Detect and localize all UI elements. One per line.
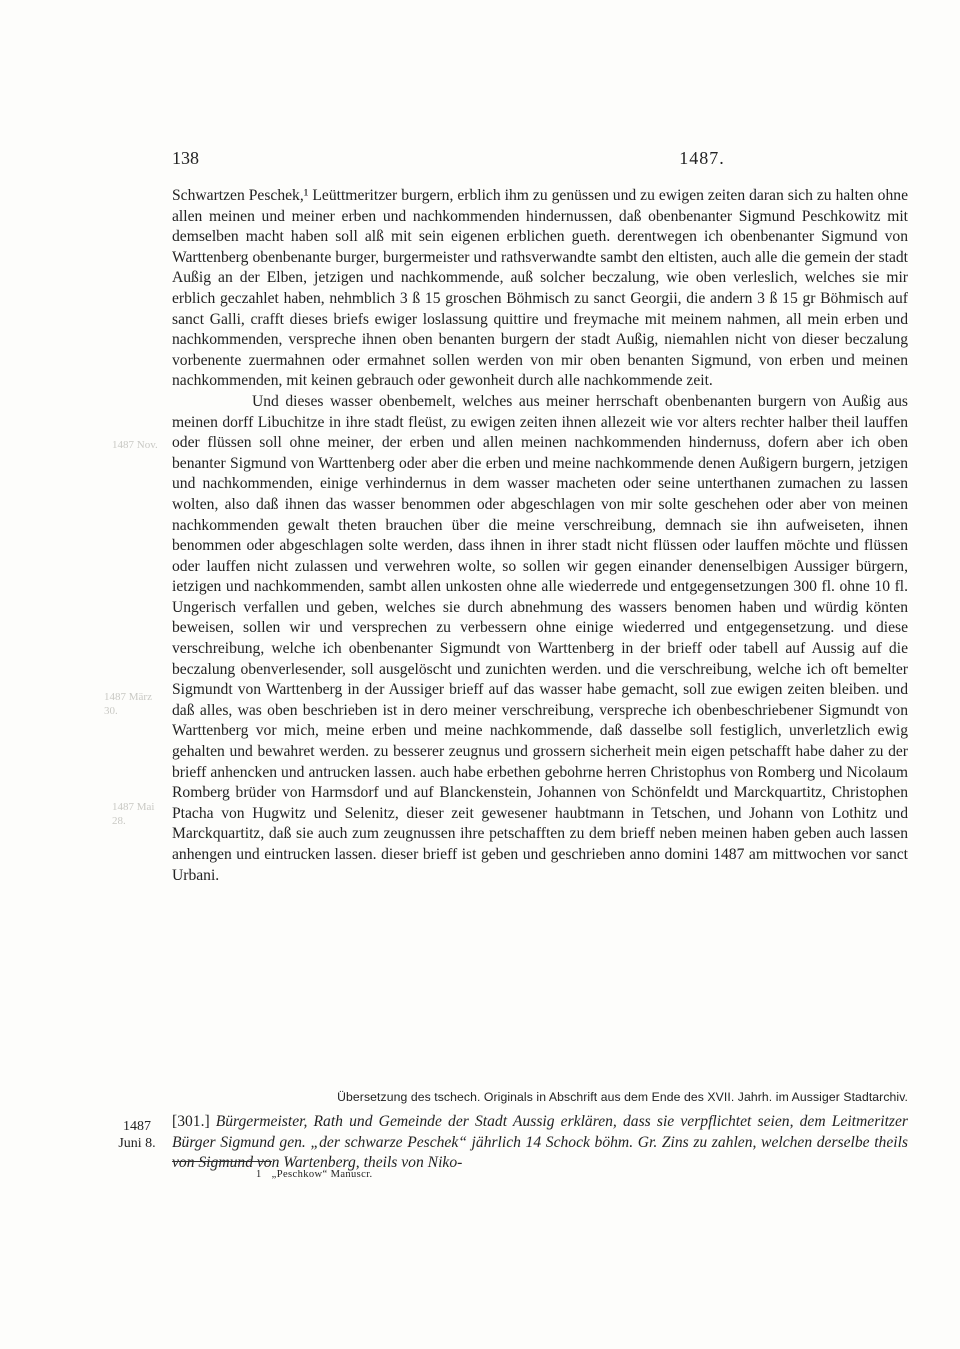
running-year: 1487.	[679, 148, 725, 168]
source-note: Übersetzung des tschech. Originals in Abschrift aus dem Ende des XVII. Jahrh. im Aussiger Stadtarchiv.	[337, 1090, 908, 1104]
page-number: 138	[172, 148, 199, 168]
bleed-through-note-2: 1487 März 30.	[104, 691, 152, 717]
regest-text: Bürgermeister, Rath und Gemeinde der Stadt Aussig erklären, dass sie verpflichtet seien, dem Leitmeritzer Bürger Sigmund gen. „der schwarze Peschek“ jährlich 14 Schock böhm. Gr. Zins zu zahlen, welchen derselbe theils von Sigmund von Wartenberg, theils von Niko-	[172, 1113, 908, 1172]
document-body	[172, 186, 908, 886]
regest-entry	[172, 1112, 908, 1174]
footnote-text: „Peschkow“ Manuscr.	[271, 1169, 373, 1180]
footnote	[256, 1169, 373, 1180]
bleed-through-note-1: 1487 Nov.	[112, 439, 158, 451]
page-header	[172, 148, 908, 172]
footnote-number: 1	[256, 1169, 262, 1180]
margin-date-year: 1487	[123, 1119, 151, 1134]
margin-date	[112, 1118, 162, 1152]
paragraph-2: Und dieses wasser obenbemelt, welches aus meiner herrschaft obenbenanten burgern von Außig aus meinen dorff Libuchitze in ihre stadt fleüst, zu ewigen zeiten ihnen allezeit wie vor alters rechter halber theil lauffen oder flüssen soll ohne meiner, der erben und allen meinen nachkommenden hindernuss, dofern aber ich oben benanter Sigmund von Warttenberg oder aber die erben und meine nachkommende denen Außigern burgern, jetzigen und nachkommenden, einige verhindernus in dem wasser macheten oder seine unterthanen zumachen zu lassen wolten, also daß ihnen das wasser benommen oder abgeschlagen von mir solte geschehen oder aber von meinen nachkommenden gewalt theten brauchen über die meine verschreibung, demnach sie ihn aufweiseten, ihnen benommen oder abgeschlagen solte werden, dass ihnen in ihrer stadt nicht flüssen oder lauffen möchte und flüssen oder lauffen nicht zulassen und verwehren wolte, so sollen wir gegen einander denenselbigen Aussiger bürgern, ietzigen und nachkommenden, sambt allen unkosten ohne alle wiederrede und entgegensetzungen 300 fl. ohne 10 fl. Ungerisch verfallen und geben, welches sie durch abnehmung des wassers benomen haben und würdig könten beweisen, sollen wir und versprechen zu verbessern ohne einige wiederred und entgegensetzung. und diese verschreibung, welche ich obenbenanter Sigmundt von Warttenberg in der brieff oder tabell auf Aussig auf die beczalung obenverlesender, soll ausgelöscht und zunichten werden. und die verschreibung, welche ich oft bemelter Sigmundt von Warttenberg in der Aussiger brieff auf das wasser habe gemacht, soll zue ewigen zeiten bleiben. und daß alles, was oben beschrieben ist in dero meiner verschreibung, verspreche ich obenbeschriebener Sigmundt von Warttenberg vor mich, meine erben und meine nachkommende, daß dasselbe soll festiglich, unverletzlich ewig gehalten und bewahret werden. zu besserer zeugnus und grossern sicherheit mein eigen petschafft habe daher zu der brieff anhencken und antrucken lassen. auch habe erbethen gebohrne herren Christophus von Romberg und Nicolaum Romberg brüder von Harmsdorf und auf Blanckenstein, Johannen von Schönfeldt und Marckquartitz, Christophen Ptacha von Hugwitz und Selenitz, dieser zeit gewesener haubtmann in Tetschen, und Johann von Lothitz und Marckquartitz, daß sie auch zum zeugnussen ihre petschafften zu dem brieff neben meinen haben geben auch lassen anhengen und eintrucken lassen. dieser brieff ist geben und geschrieben anno domini 1487 am mittwochen vor sanct Urbani.	[172, 392, 908, 884]
regest-number: [301.]	[172, 1113, 210, 1130]
paragraph-1: Schwartzen Peschek,¹ Leüttmeritzer burgern, erblich ihm zu genüssen und zu ewigen zeiten daran sich zu halten ohne allen meinen und meiner erben und nachkommenden hindernussen, daß obenbenanter Sigmund Peschkowitz mit demselben macht haben soll alß mit sein eigenen erblichen gueth. derentwegen ich obenbenanter Sigmund von Warttenberg obenbenante burger, burgermeister und rathsverwandte sambt den eltisten, auch alle die gemein der stadt Außig an der Elben, jetzigen und nachkommende, auß solcher beczalung, wie oben verleslich, welches sie mir erblich geczahlet haben, nehmblich 3 ß 15 groschen Böhmisch zu sanct Georgii, die andern 3 ß 15 gr Böhmisch auf sanct Galli, crafft dieses briefs ewiger loslassung quittire und freymache mit meinem nahmen, all mein erben und nachkommenden, verspreche ihnen oben benanten burgern der stadt Außig, niemahlen nicht von dieser beczalung vorbenente zuermahnen oder ermahnet sollen werden von mir oben benanten Sigmund, von erben und meinen nachkommenden, mit keinen gebrauch oder gewonheit durch alle nachkommende zeit.	[172, 187, 908, 390]
footnote-rule	[172, 1161, 272, 1162]
bleed-through-note-3: 1487 Mai 28.	[112, 801, 155, 827]
margin-date-day: Juni 8.	[118, 1136, 156, 1151]
